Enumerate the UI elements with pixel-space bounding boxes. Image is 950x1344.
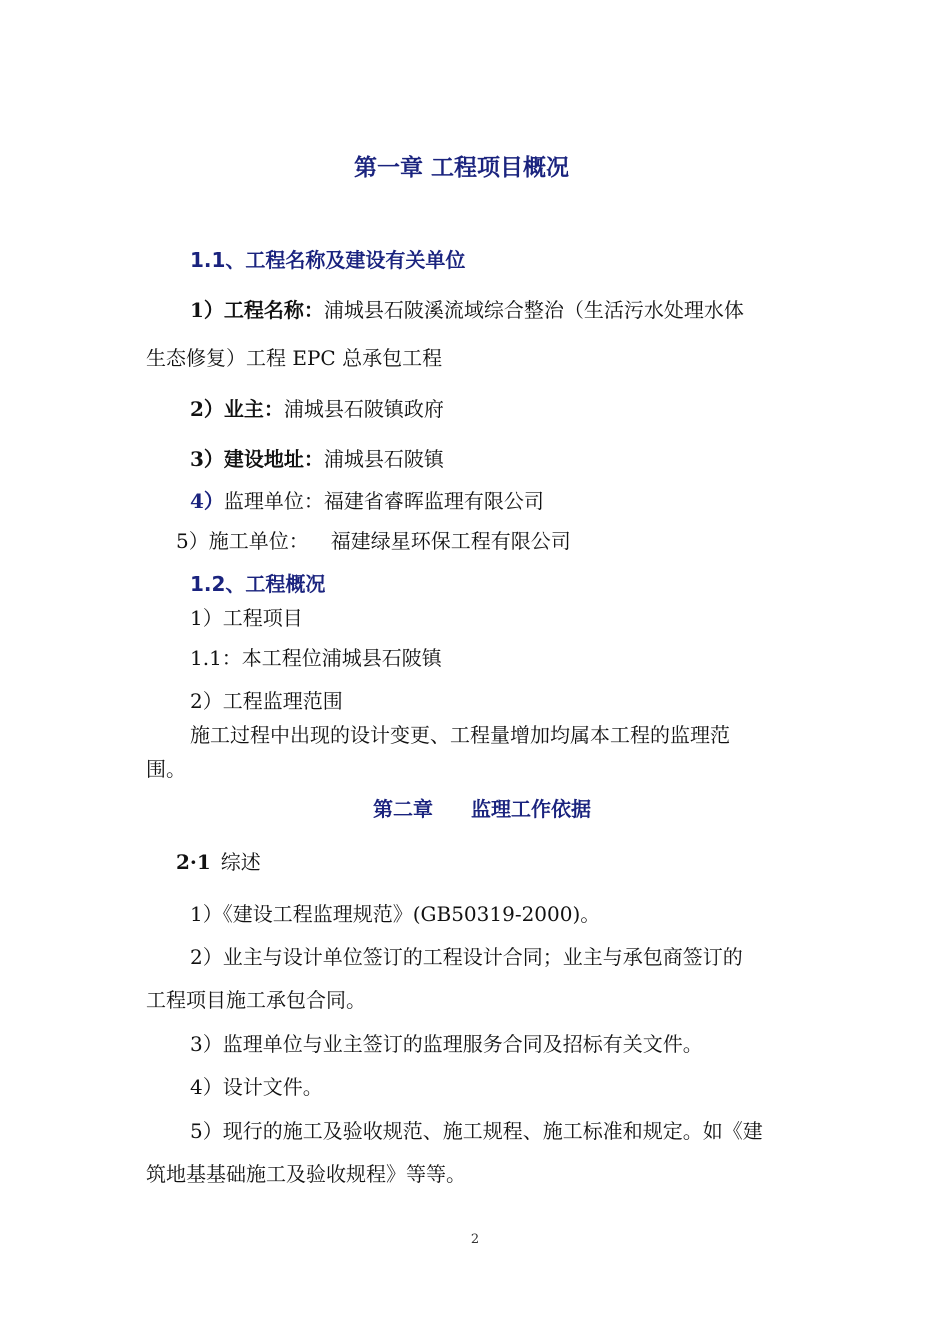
overview-p4-line-2: 围。 — [146, 757, 186, 781]
item-5-num: 5） — [176, 529, 209, 553]
item-4-num: 4） — [190, 489, 224, 513]
page-number: 2 — [470, 1232, 480, 1247]
chapter-2-title — [373, 795, 591, 823]
item-5-label: 施工单位： — [208, 529, 309, 553]
item-4-value: 福建省睿晖监理有限公司 — [323, 489, 544, 513]
section-2-1-title — [176, 848, 261, 876]
basis-2-line-1: 2）业主与设计单位签订的工程设计合同；业主与承包商签订的 — [190, 945, 743, 969]
item-2-value: 浦城县石陂镇政府 — [283, 397, 444, 421]
item-3-label: 建设地址： — [223, 447, 324, 471]
item-4-label: 监理单位： — [223, 489, 324, 513]
item-3 — [190, 445, 444, 473]
item-4 — [190, 487, 544, 515]
basis-5-line-1: 5）现行的施工及验收规范、施工规程、施工标准和规定。如《建 — [190, 1119, 763, 1143]
item-2 — [190, 395, 444, 423]
chapter-2-name: 监理工作依据 — [471, 797, 591, 821]
overview-p4-line-1: 施工过程中出现的设计变更、工程量增加均属本工程的监理范 — [190, 723, 730, 747]
basis-5-line-2: 筑地基基础施工及验收规程》等等。 — [146, 1162, 466, 1186]
section-2-1-name: 综述 — [220, 850, 261, 874]
section-2-1-num: 2·1 — [176, 850, 211, 874]
basis-3: 3）监理单位与业主签订的监理服务合同及招标有关文件。 — [190, 1032, 703, 1056]
item-1-label: 工程名称： — [223, 298, 324, 322]
section-1-2-title: 1.2、工程概况 — [190, 572, 326, 596]
item-3-value: 浦城县石陂镇 — [323, 447, 444, 471]
basis-4: 4）设计文件。 — [190, 1075, 323, 1099]
basis-2-line-2: 工程项目施工承包合同。 — [146, 988, 366, 1012]
item-1-value: 浦城县石陂溪流域综合整治（生活污水处理水体 — [323, 298, 744, 322]
item-5 — [176, 527, 571, 555]
basis-1: 1）《建设工程监理规范》(GB50319-2000)。 — [190, 902, 601, 926]
item-2-label: 业主： — [223, 397, 284, 421]
section-1-1-title: 1.1、工程名称及建设有关单位 — [190, 248, 466, 272]
overview-p2: 1.1：本工程位浦城县石陂镇 — [190, 646, 442, 670]
overview-p1: 1）工程项目 — [190, 606, 303, 630]
item-5-value: 福建绿星环保工程有限公司 — [330, 529, 571, 553]
item-1-line-2: 生态修复）工程 EPC 总承包工程 — [146, 346, 443, 370]
item-3-num: 3） — [190, 447, 224, 471]
item-1-num: 1） — [190, 298, 224, 322]
overview-p3: 2）工程监理范围 — [190, 689, 343, 713]
chapter-2-label: 第二章 — [373, 797, 433, 821]
item-1-line-1 — [190, 296, 744, 324]
item-2-num: 2） — [190, 397, 224, 421]
chapter-1-title: 第一章 工程项目概况 — [354, 155, 570, 181]
